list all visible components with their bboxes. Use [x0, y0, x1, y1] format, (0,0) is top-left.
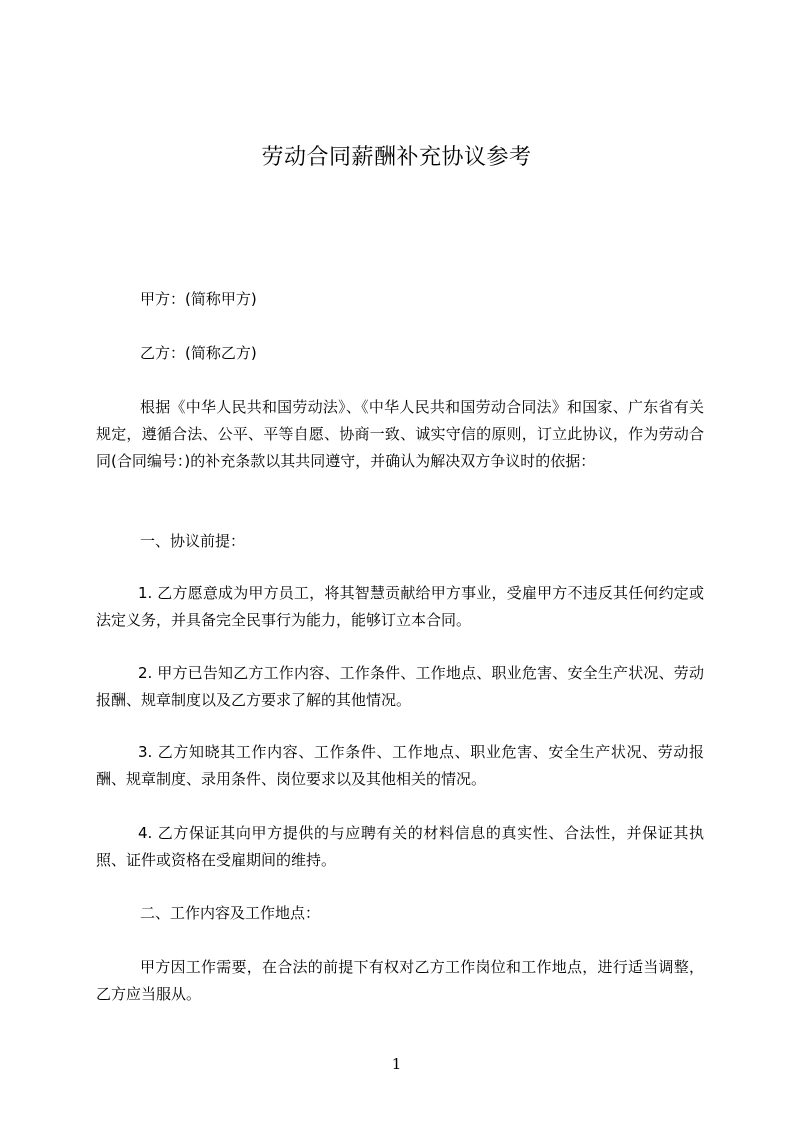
- section-1-item-4: 4. 乙方保证其向甲方提供的与应聘有关的材料信息的真实性、合法性，并保证其执照、证件或资格在受雇期间的维持。: [96, 824, 704, 869]
- section-1-item-2: 2. 甲方已告知乙方工作内容、工作条件、工作地点、职业危害、安全生产状况、劳动报酬、规章制度以及乙方要求了解的其他情况。: [96, 664, 704, 709]
- section-2-body: 甲方因工作需要，在合法的前提下有权对乙方工作岗位和工作地点，进行适当调整，乙方应当服从。: [96, 958, 704, 1003]
- page-number: 1: [391, 1055, 402, 1073]
- section-2-heading: 二、工作内容及工作地点：: [140, 904, 321, 922]
- section-1-item-1: 1. 乙方愿意成为甲方员工，将其智慧贡献给甲方事业，受雇甲方不违反其任何约定或法定义务，并具备完全民事行为能力，能够订立本合同。: [96, 584, 704, 629]
- party-b-line: 乙方：(简称乙方): [140, 344, 257, 362]
- section-1-item-3: 3. 乙方知晓其工作内容、工作条件、工作地点、职业危害、安全生产状况、劳动报酬、规章制度、录用条件、岗位要求以及其他相关的情况。: [96, 743, 704, 788]
- preamble-paragraph: 根据《中华人民共和国劳动法》、《中华人民共和国劳动合同法》和国家、广东省有关规定，遵循合法、公平、平等自愿、协商一致、诚实守信的原则，订立此协议，作为劳动合同(合同编号：)的补充条款以其共同遵守，并确认为解决双方争议时的依据：: [96, 398, 704, 470]
- section-1-heading: 一、协议前提：: [140, 532, 246, 550]
- document-title: 劳动合同薪酬补充协议参考: [261, 145, 532, 170]
- party-a-line: 甲方：(简称甲方): [140, 290, 257, 308]
